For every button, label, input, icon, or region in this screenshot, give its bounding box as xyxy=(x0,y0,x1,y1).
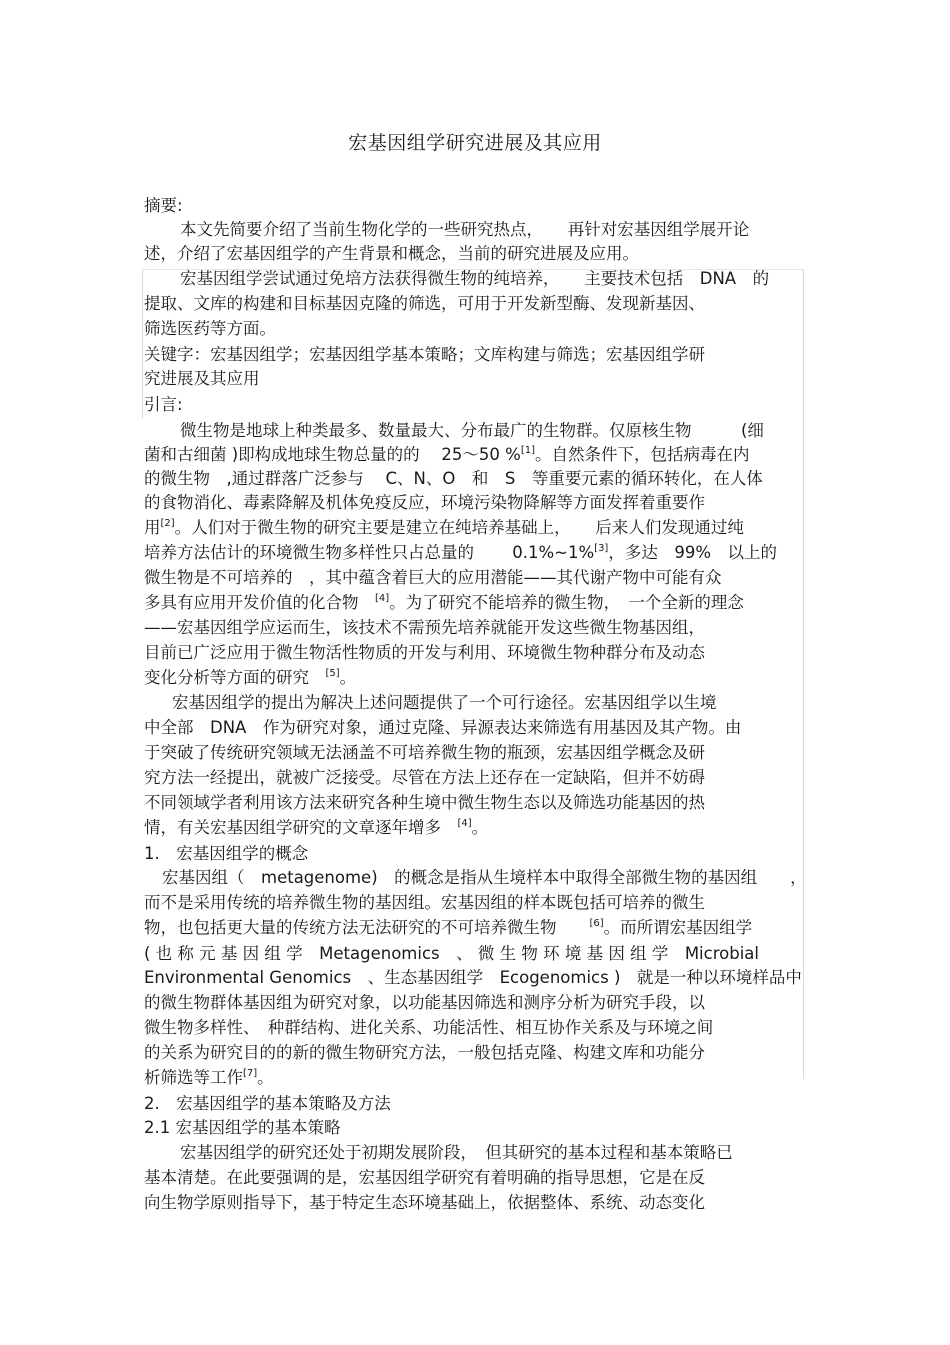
text-line-content: 的食物消化、毒素降解及机体免疫反应，环境污染物降解等方面发挥着重要作 xyxy=(144,493,705,512)
text-line-continuation: 。 xyxy=(471,818,489,837)
text-line xyxy=(144,943,759,965)
text-line-continuation: 。自然条件下，包括病毒在内 xyxy=(535,445,750,464)
text-line-content: 菌和古细菌 )即构成地球生物总量的的 25～50 % xyxy=(144,445,521,464)
text-line xyxy=(144,444,750,466)
text-line xyxy=(144,368,260,390)
text-line xyxy=(144,1167,705,1189)
text-line-continuation: 。人们对于微生物的研究主要是建立在纯培养基础上， 后来人们发现通过纯 xyxy=(174,518,744,537)
text-line-content: 多具有应用开发价值的化合物 xyxy=(144,593,375,612)
text-line-content: 情，有关宏基因组学研究的文章逐年增多 xyxy=(144,818,458,837)
text-line xyxy=(180,268,769,290)
text-line xyxy=(144,667,356,689)
text-line-content: 用 xyxy=(144,518,161,537)
text-line xyxy=(144,1042,705,1064)
citation-marker: [4] xyxy=(375,593,390,604)
text-line-content: 向生物学原则指导下，基于特定生态环境基础上，依据整体、系统、动态变化 xyxy=(144,1193,705,1212)
text-line-content: 宏基因组（ metagenome) 的概念是指从生境样本中取得全部微生物的基因组 ， xyxy=(162,868,807,887)
text-line xyxy=(144,394,183,416)
text-line xyxy=(144,742,705,764)
text-line-content: 微生物是不可培养的 ，其中蕴含着巨大的应用潜能——其代谢产物中可能有众 xyxy=(144,568,722,587)
text-line xyxy=(144,517,744,539)
text-line xyxy=(144,243,639,265)
text-line-content: 2.1 宏基因组学的基本策略 xyxy=(144,1118,341,1137)
citation-marker: [2] xyxy=(160,518,175,529)
citation-marker: [3] xyxy=(594,543,609,554)
text-line-content: 微生物多样性、 种群结构、进化关系、功能活性、相互协作关系及与环境之间 xyxy=(144,1018,714,1037)
citation-marker: [6] xyxy=(589,918,604,929)
text-line xyxy=(144,792,705,814)
text-line xyxy=(144,318,276,340)
text-line-content: 变化分析等方面的研究 xyxy=(144,668,326,687)
citation-marker: [1] xyxy=(520,445,536,456)
text-line xyxy=(144,468,763,490)
text-line-content: 于突破了传统研究领域无法涵盖不可培养微生物的瓶颈，宏基因组学概念及研 xyxy=(144,743,705,762)
text-line xyxy=(144,967,802,989)
text-line-content: 引言: xyxy=(144,395,183,414)
text-line-content: 筛选医药等方面。 xyxy=(144,319,276,338)
text-line-content: 中全部 DNA 作为研究对象，通过克隆、异源表达来筛选有用基因及其产物。由 xyxy=(144,718,742,737)
text-line-continuation: 。 xyxy=(339,668,357,687)
text-line-content: 提取、文库的构建和目标基因克隆的筛选，可用于开发新型酶、发现新基因、 xyxy=(144,294,705,313)
text-line xyxy=(144,567,722,589)
text-line-content: ——宏基因组学应运而生，该技术不需预先培养就能开发这些微生物基因组， xyxy=(144,618,705,637)
text-line xyxy=(144,1117,341,1139)
text-line xyxy=(144,1093,391,1115)
text-line-continuation: ，多达 99% 以上的 xyxy=(608,543,778,562)
page-title: 宏基因组学研究进展及其应用 xyxy=(348,132,602,154)
text-line xyxy=(144,843,308,865)
text-line-content: 宏基因组学的提出为解决上述问题提供了一个可行途径。宏基因组学以生境 xyxy=(172,693,717,712)
text-line xyxy=(162,867,807,889)
text-line xyxy=(180,1142,733,1164)
text-line xyxy=(172,692,717,714)
text-line-content: 而不是采用传统的培养微生物的基因组。宏基因组的样本既包括可培养的微生 xyxy=(144,893,705,912)
text-line xyxy=(144,892,705,914)
text-line-content: 析筛选等工作 xyxy=(144,1068,243,1087)
text-line-content: 2. 宏基因组学的基本策略及方法 xyxy=(144,1094,391,1113)
text-line xyxy=(144,642,705,664)
text-line-content: 微生物是地球上种类最多、数量最大、分布最广的生物群。仅原核生物 (细 xyxy=(180,421,764,440)
text-line-content: 目前已广泛应用于微生物活性物质的开发与利用、环境微生物种群分布及动态 xyxy=(144,643,705,662)
text-line xyxy=(144,767,705,789)
text-line-content: 述，介绍了宏基因组学的产生背景和概念，当前的研究进展及应用。 xyxy=(144,244,639,263)
text-line-content: ( 也 称 元 基 因 组 学 Metagenomics 、 微 生 物 环 境 基 因 组 学 Microbial xyxy=(144,944,759,963)
text-line-content: 究进展及其应用 xyxy=(144,369,260,388)
text-line xyxy=(144,1067,274,1089)
text-line-continuation: 。 xyxy=(257,1068,274,1087)
text-line-content: 宏基因组学尝试通过免培方法获得微生物的纯培养， 主要技术包括 DNA 的 xyxy=(180,269,770,288)
citation-marker: [5] xyxy=(325,668,340,679)
text-line xyxy=(180,420,764,442)
citation-marker: [4] xyxy=(457,818,472,829)
text-line-content: 宏基因组学的研究还处于初期发展阶段， 但其研究的基本过程和基本策略已 xyxy=(180,1143,733,1162)
text-line xyxy=(144,917,752,939)
citation-marker: [7] xyxy=(243,1068,258,1079)
text-line xyxy=(144,344,705,366)
text-line xyxy=(144,617,705,639)
text-line xyxy=(180,219,749,241)
text-line-continuation: 。为了研究不能培养的微生物， 一个全新的理念 xyxy=(389,593,744,612)
text-line-content: 本文先简要介绍了当前生物化学的一些研究热点， 再针对宏基因组学展开论 xyxy=(180,220,750,239)
text-line xyxy=(144,817,488,839)
text-line-content: 关键字：宏基因组学；宏基因组学基本策略；文库构建与筛选；宏基因组学研 xyxy=(144,345,705,364)
text-line-content: Environmental Genomics 、生态基因组学 Ecogenomics ) 就是一种以环境样品中 xyxy=(144,968,802,987)
text-line-content: 1. 宏基因组学的概念 xyxy=(144,844,309,863)
text-line xyxy=(144,195,183,217)
text-line xyxy=(144,492,705,514)
text-line-content: 基本清楚。在此要强调的是，宏基因组学研究有着明确的指导思想，它是在反 xyxy=(144,1168,705,1187)
text-line-content: 摘要: xyxy=(144,196,183,215)
text-line-content: 的微生物 ,通过群落广泛参与 C、N、O 和 S 等重要元素的循环转化，在人体 xyxy=(144,469,763,488)
text-line xyxy=(144,293,705,315)
text-line-continuation: 。而所谓宏基因组学 xyxy=(603,918,753,937)
text-line-content: 不同领域学者利用该方法来研究各种生境中微生物生态以及筛选功能基因的热 xyxy=(144,793,705,812)
text-line xyxy=(144,1192,705,1214)
margin-rule-right xyxy=(803,269,804,1079)
text-line-content: 培养方法估计的环境微生物多样性只占总量的 0.1%~1% xyxy=(144,543,595,562)
text-line xyxy=(144,542,777,564)
text-line-content: 物，也包括更大量的传统方法无法研究的不可培养微生物 xyxy=(144,918,590,937)
margin-rule-left xyxy=(142,269,143,419)
text-line-content: 的微生物群体基因组为研究对象，以功能基因筛选和测序分析为研究手段，以 xyxy=(144,993,705,1012)
text-line-content: 究方法一经提出，就被广泛接受。尽管在方法上还存在一定缺陷，但并不妨碍 xyxy=(144,768,705,787)
text-line xyxy=(144,1017,713,1039)
text-line-content: 的关系为研究目的的新的微生物研究方法，一般包括克隆、构建文库和功能分 xyxy=(144,1043,705,1062)
text-line xyxy=(144,992,705,1014)
text-line xyxy=(144,717,741,739)
text-line xyxy=(144,592,744,614)
